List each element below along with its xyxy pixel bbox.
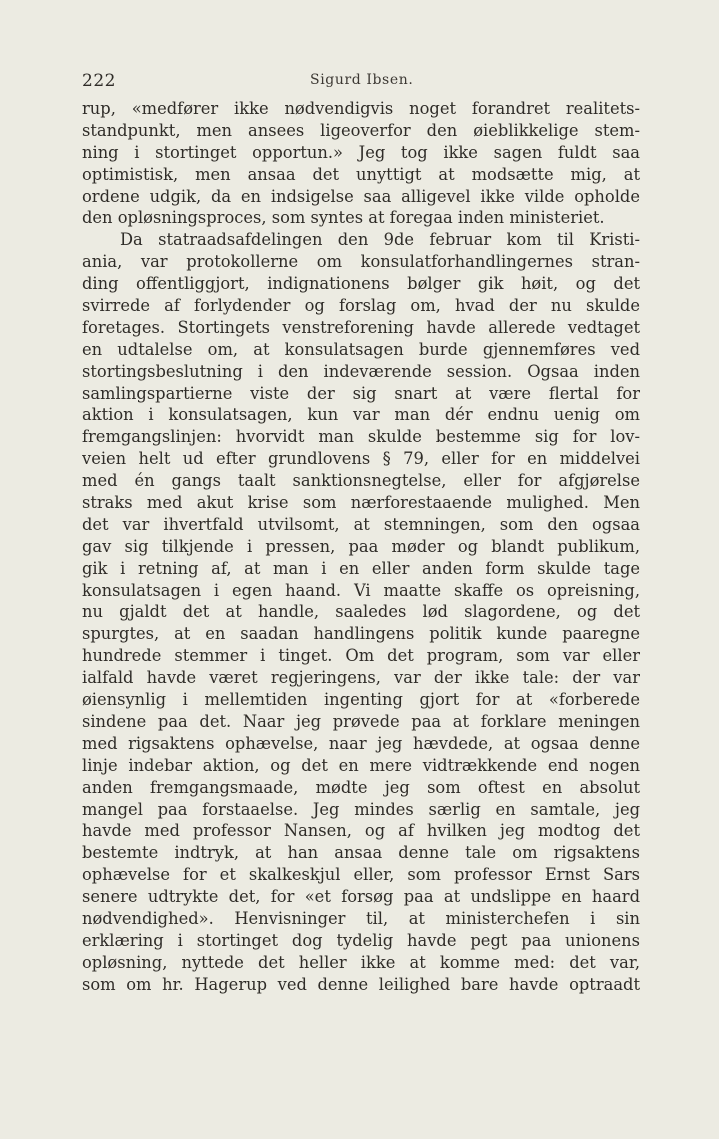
text-line: optimistisk, men ansaa det unyttigt at modsætte mig, at [82, 164, 640, 184]
text-line: rup, «medfører ikke nødvendigvis noget forandret realitets- [82, 99, 640, 118]
text-line: ialfald havde været regjeringens, var der ikke tale: der var [82, 668, 640, 688]
text-line: mangel paa forstaaelse. Jeg mindes særlig en samtale, jeg [82, 799, 640, 819]
text-line: den opløsningsproces, som syntes at foregaa inden ministeriet. [82, 208, 605, 228]
text-line: nødvendighed». Henvisninger til, at ministerchefen i sin [82, 908, 640, 928]
text-line: sindene paa det. Naar jeg prøvede paa at forklare meningen [82, 711, 640, 731]
text-line: stortingsbeslutning i den indeværende session. Ogsaa inden [82, 361, 640, 381]
text-line: ding offentliggjort, indignationens bølger gik høit, og det [82, 274, 640, 294]
body-text [82, 98, 640, 996]
text-line: konsulatsagen i egen haand. Vi maatte skaffe os opreisning, [82, 580, 640, 600]
text-line: opløsning, nyttede det heller ikke at komme med: det var, [82, 952, 640, 972]
text-line: med én gangs taalt sanktionsnegtelse, eller for afgjørelse [82, 471, 640, 491]
text-line: veien helt ud efter grundlovens § 79, eller for en middelvei [82, 449, 640, 469]
text-line: nu gjaldt det at handle, saaledes lød slagordene, og det [82, 602, 640, 622]
text-line: havde med professor Nansen, og af hvilken jeg modtog det [82, 821, 640, 841]
text-line: en udtalelse om, at konsulatsagen burde gjennemføres ved [82, 339, 640, 359]
text-line: svirrede af forlydender og forslag om, hvad der nu skulde [82, 296, 640, 316]
text-line: hundrede stemmer i tinget. Om det program, som var eller [82, 646, 640, 666]
text-line: spurgtes, at en saadan handlingens politik kunde paaregne [82, 624, 640, 644]
page-number: 222 [82, 71, 116, 91]
text-line: ania, var protokollerne om konsulatforhandlingernes stran- [82, 252, 640, 272]
text-line: gik i retning af, at man i en eller anden form skulde tage [82, 558, 640, 578]
text-line: Da statraadsafdelingen den 9de februar kom til Kristi- [120, 230, 640, 250]
text-line: linje indebar aktion, og det en mere vidtrækkende end nogen [82, 755, 640, 775]
text-line: straks med akut krise som nærforestaaende mulighed. Men [82, 493, 640, 513]
text-line: erklæring i stortinget dog tydelig havde pegt paa unionens [82, 930, 640, 950]
page-header [82, 71, 642, 93]
text-line: ordene udgik, da en indsigelse saa alligevel ikke vilde opholde [82, 186, 640, 206]
running-title: Sigurd Ibsen. [310, 72, 414, 88]
text-line: fremgangslinjen: hvorvidt man skulde bestemme sig for lov- [82, 427, 640, 447]
text-line: aktion i konsulatsagen, kun var man dér endnu uenig om [82, 405, 640, 425]
text-line: det var ihvertfald utvilsomt, at stemningen, som den ogsaa [82, 514, 640, 534]
text-line: senere udtrykte det, for «et forsøg paa at undslippe en haard [82, 887, 640, 907]
text-line: som om hr. Hagerup ved denne leilighed bare havde optraadt [82, 974, 640, 994]
text-line: ning i stortinget opportun.» Jeg tog ikke sagen fuldt saa [82, 142, 640, 162]
text-line: standpunkt, men ansees ligeoverfor den øieblikkelige stem- [82, 120, 640, 140]
text-line: samlingspartierne viste der sig snart at være flertal for [82, 383, 640, 403]
text-line: øiensynlig i mellemtiden ingenting gjort for at «forberede [82, 690, 640, 710]
text-line: ophævelse for et skalkeskjul eller, som professor Ernst Sars [82, 865, 640, 885]
text-line: anden fremgangsmaade, mødte jeg som oftest en absolut [82, 777, 640, 797]
text-line: gav sig tilkjende i pressen, paa møder og blandt publikum, [82, 536, 640, 556]
text-line: bestemte indtryk, at han ansaa denne tale om rigsaktens [82, 843, 640, 863]
text-line: foretages. Stortingets venstreforening havde allerede vedtaget [82, 317, 640, 337]
text-line: med rigsaktens ophævelse, naar jeg hævdede, at ogsaa denne [82, 733, 640, 753]
